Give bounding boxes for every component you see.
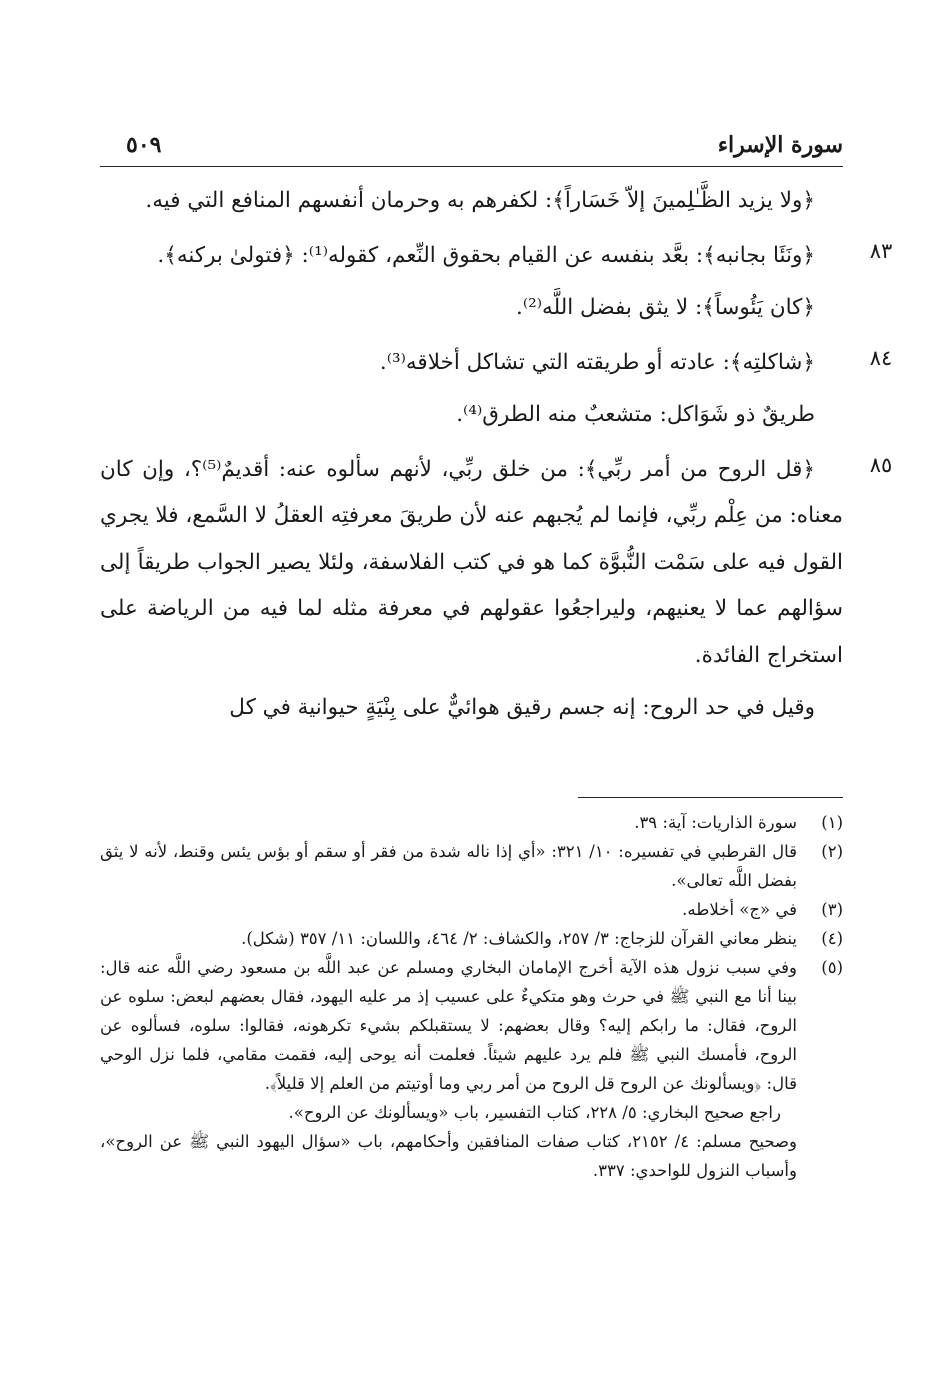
footnote-text: وفي سبب نزول هذه الآية أخرج الإمامان البخاري ومسلم عن عبد اللَّه بن مسعود رضي اللَّه عنه قال: بينا أنا مع النبي ﷺ في حرث وهو متكيءٌ على عسيب إذ مر عليه اليهود، فقال بعضهم لبعض: سلوه عن الروح، فقال: ما رابكم إليه؟ وقال بعضهم: لا يستقبلكم بشيء تكرهونه، فقالوا: سلوه، فسألوه عن الروح، فأمسك النبي ﷺ فلم يرد عليهم شيئاً. فعلمت أنه يوحى إليه، فقمت مقامي، فلما نزل الوحي قال: ﴿ويسألونك عن الروح قل الروح من أمر ربي وما أوتيتم من العلم إلا قليلاً﴾. (100, 958, 797, 1093)
footnote-text: قال القرطبي في تفسيره: ١٠/ ٣٢١: «أي إذا ناله شدة من فقر أو سقم أو بؤس يئس وقنط، لأنه لا يثق بفضل اللَّه تعالى». (100, 842, 797, 890)
entry-verse-83 (100, 233, 893, 332)
footnote-mark: (٢) (821, 842, 843, 861)
footnote-2 (100, 837, 843, 895)
footnote-3 (100, 895, 843, 924)
entry-continuation (100, 178, 843, 225)
verse-number: ٨٤ (869, 345, 893, 370)
footnote-text: ينظر معاني القرآن للزجاج: ٣/ ٢٥٧، والكشاف: ٢/ ٤٦٤، واللسان: ١١/ ٣٥٧ (شكل). (241, 929, 797, 948)
footnote-text: سورة الذاريات: آية: ٣٩. (634, 813, 797, 832)
entry-verse-84 (100, 340, 893, 439)
footnote-reference-muslim (100, 1127, 843, 1185)
paragraph: ﴿ولا يزيد الظَّـٰلِمينَ إلاّ خَسَاراً﴾: لكفرهم به وحرمان أنفسهم المنافع التي فيه. (145, 188, 815, 213)
footnote-reference-bukhari (100, 1098, 843, 1127)
page-header (100, 130, 843, 167)
footnote-mark: (٣) (821, 900, 843, 919)
footnote-1 (100, 808, 843, 837)
footnote-mark: (١) (821, 813, 843, 832)
footnote-4 (100, 924, 843, 953)
paragraph: ﴿قل الروح من أمر ربِّي﴾: من خلق ربِّي، لأنهم سألوه عنه: أقديمٌ⁽⁵⁾؟، وإن كان معناه: من عِلْم ربِّي، فإنما لم يُجبهم عنه لأن طريقَ معرفتِه العقلُ لا السَّمع، فلا يجري القول فيه على سَمْت النُّبوَّة كما هو في كتب الفلاسفة، ولئلا يصير الجواب طريقاً إلى سؤالهم عما لا يعنيهم، وليراجعُوا عقولهم في معرفة مثله لما فيه من الرياضة على استخراج الفائدة. (100, 456, 844, 668)
verse-number: ٨٥ (869, 452, 893, 477)
paragraph: طريقٌ ذو شَوَاكل: متشعبٌ منه الطرق⁽⁴⁾. (456, 402, 815, 427)
footnote-text: راجع صحيح البخاري: ٥/ ٢٢٨، كتاب التفسير، باب «ويسألونك عن الروح». (288, 1103, 781, 1122)
footnote-separator (578, 797, 843, 798)
paragraph: ﴿كان يَئُوساً﴾: لا يثق بفضل اللَّه⁽²⁾. (516, 295, 815, 320)
main-text (100, 178, 893, 740)
page-number: ٥٠٩ (126, 132, 162, 158)
surah-title: سورة الإسراء (717, 132, 843, 158)
paragraph: وقيل في حد الروح: إنه جسم رقيق هوائيٌّ على بِنْيَةٍ حيوانية في كل (229, 695, 815, 720)
verse-number: ٨٣ (869, 238, 893, 263)
footnote-text: في «ج» أخلاطه. (682, 900, 797, 919)
paragraph: ﴿ونَئَا بجانبه﴾: بعَّد بنفسه عن القيام بحقوق النِّعم، كقوله⁽¹⁾: ﴿فتولىٰ بركنه﴾. (157, 242, 815, 268)
footnote-text: وصحيح مسلم: ٤/ ٢١٥٢، كتاب صفات المنافقين وأحكامهم، باب «سؤال اليهود النبي ﷺ عن الروح»، وأسباب النزول للواحدي: ٣٣٧. (100, 1132, 797, 1180)
footnote-mark: (٥) (821, 958, 843, 977)
entry-verse-85 (100, 447, 893, 732)
paragraph: ﴿شاكلتِه﴾: عادته أو طريقته التي تشاكل أخلاقه⁽³⁾. (379, 349, 815, 375)
footnote-mark: (٤) (821, 929, 843, 948)
footnote-5 (100, 953, 843, 1098)
footnotes (100, 808, 843, 1185)
